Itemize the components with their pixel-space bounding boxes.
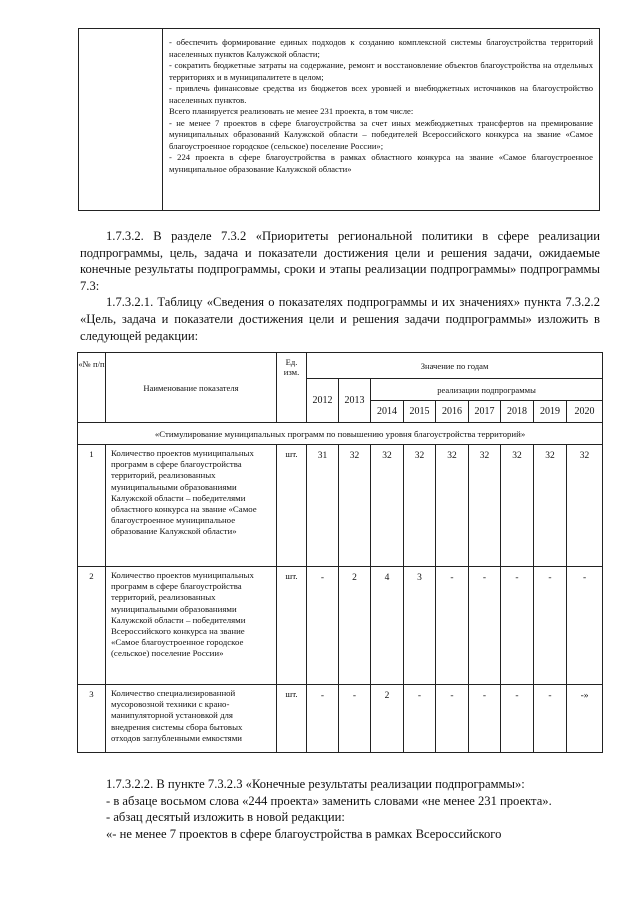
paragraph-block-2 bbox=[80, 776, 600, 842]
year-cell: 2012 bbox=[307, 379, 339, 423]
paragraph-amendment-8: - в абзаце восьмом слова «244 проекта» заменить словами «не менее 231 проекта». bbox=[106, 793, 552, 808]
header-indicator-name-label: Наименование показателя bbox=[143, 382, 239, 393]
value-cell: - bbox=[469, 685, 501, 753]
value-cell: - bbox=[339, 685, 371, 753]
year-cell: 2013 bbox=[339, 379, 371, 423]
value-cell: - bbox=[307, 685, 339, 753]
value-cell: 32 bbox=[469, 445, 501, 567]
paragraph-new-text: «- не менее 7 проектов в сфере благоустройства в рамках Всероссийского bbox=[106, 826, 502, 841]
row-number: 1 bbox=[78, 445, 106, 567]
header-values-label: Значение по годам bbox=[420, 360, 489, 371]
previous-table-text-cell bbox=[163, 29, 599, 210]
indicators-table bbox=[77, 352, 603, 753]
value-cell: -» bbox=[567, 685, 603, 753]
value-cell: 32 bbox=[436, 445, 469, 567]
goal-line: - сократить бюджетные затраты на содержание, ремонт и восстановление объектов благоустройства на отдельных территориях и в муниципалитете в целом; bbox=[169, 60, 593, 82]
value-cell: - bbox=[534, 685, 567, 753]
year-cell: 2018 bbox=[501, 401, 534, 423]
projects-line: - не менее 7 проектов в сфере благоустройства за счет иных межбюджетных трансфертов на премирование муниципальных образований Калужской области – победителей Всероссийского конкурса на звание «Самое благоустроенное городское (сельское) поселение России»; bbox=[169, 117, 593, 151]
unit-cell: шт. bbox=[277, 685, 307, 753]
value-cell: - bbox=[469, 567, 501, 685]
value-cell: 32 bbox=[501, 445, 534, 567]
projects-line: - 224 проекта в сфере благоустройства в рамках областного конкурса на звание «Самое благоустроенное муниципальное образование Калужской области» bbox=[169, 152, 593, 174]
header-indicator-name bbox=[106, 353, 277, 423]
value-cell: - bbox=[436, 685, 469, 753]
header-number-label: «№ п/п bbox=[78, 359, 105, 369]
value-cell: 32 bbox=[371, 445, 404, 567]
paragraph-1-7-3-2-1: 1.7.3.2.1. Таблицу «Сведения о показателях подпрограммы и их значениях» пункта 7.3.2.2 «Цель, задача и показатели достижения цели и решения задачи подпрограммы» изложить в следующей редакции: bbox=[80, 295, 600, 343]
year-cell: 2017 bbox=[469, 401, 501, 423]
unit-cell: шт. bbox=[277, 445, 307, 567]
previous-table-fragment bbox=[78, 28, 600, 211]
header-unit bbox=[277, 353, 307, 423]
header-implementation: реализации подпрограммы bbox=[371, 379, 603, 401]
value-cell: - bbox=[436, 567, 469, 685]
value-cell: - bbox=[404, 685, 436, 753]
value-cell: 31 bbox=[307, 445, 339, 567]
value-cell: 4 bbox=[371, 567, 404, 685]
section-title: «Стимулирование муниципальных программ по повышению уровня благоустройства территорий» bbox=[78, 423, 603, 445]
value-cell: - bbox=[567, 567, 603, 685]
unit-cell: шт. bbox=[277, 567, 307, 685]
row-number: 2 bbox=[78, 567, 106, 685]
year-cell: 2016 bbox=[436, 401, 469, 423]
value-cell: 32 bbox=[534, 445, 567, 567]
indicator-name: Количество специализированной мусоровозной техники с крано-манипуляторной установкой для внедрения системы сбора бытовых отходов заглубленными емкостями bbox=[106, 685, 277, 753]
value-cell: 3 bbox=[404, 567, 436, 685]
value-cell: - bbox=[307, 567, 339, 685]
previous-table-empty-cell bbox=[79, 29, 163, 210]
year-cell: 2019 bbox=[534, 401, 567, 423]
value-cell: 2 bbox=[371, 685, 404, 753]
year-cell: 2020 bbox=[567, 401, 603, 423]
header-values-by-year bbox=[307, 353, 603, 379]
value-cell: 32 bbox=[567, 445, 603, 567]
goal-line: - обеспечить формирование единых подходов к созданию комплексной системы благоустройства территорий населенных пунктов Калужской области; bbox=[169, 37, 593, 59]
year-cell: 2015 bbox=[404, 401, 436, 423]
value-cell: - bbox=[501, 567, 534, 685]
paragraph-1-7-3-2: 1.7.3.2. В разделе 7.3.2 «Приоритеты региональной политики в сфере реализации подпрограммы, цель, задача и показатели достижения цели и решения задачи, ожидаемые конечные результаты подпрограммы, сроки и этапы реализации подпрограммы» подпрограммы 7.3: bbox=[80, 229, 600, 293]
value-cell: 2 bbox=[339, 567, 371, 685]
indicator-name: Количество проектов муниципальных программ в сфере благоустройства территорий, реализованных муниципальными образованиями Калужской области – победителями Всероссийского конкурса на звание «Самое благоустроенное городское (сельское) поселение России» bbox=[106, 567, 277, 685]
row-number: 3 bbox=[78, 685, 106, 753]
header-unit-label: Ед. изм. bbox=[283, 357, 300, 377]
value-cell: - bbox=[534, 567, 567, 685]
value-cell: - bbox=[501, 685, 534, 753]
paragraph-block-1 bbox=[80, 228, 600, 344]
paragraph-amendment-10: - абзац десятый изложить в новой редакции: bbox=[106, 810, 345, 825]
paragraph-1-7-3-2-2: 1.7.3.2.2. В пункте 7.3.2.3 «Конечные результаты реализации подпрограммы»: bbox=[106, 777, 525, 791]
year-cell: 2014 bbox=[371, 401, 404, 423]
total-projects-line: Всего планируется реализовать не менее 231 проекта, в том числе: bbox=[169, 106, 414, 116]
value-cell: 32 bbox=[404, 445, 436, 567]
header-number bbox=[78, 353, 106, 423]
goal-line: - привлечь финансовые средства из бюджетов всех уровней и внебюджетных источников на благоустройство населенных пунктов. bbox=[169, 83, 593, 105]
indicator-name: Количество проектов муниципальных программ в сфере благоустройства территорий, реализованных муниципальными образованиями Калужской области – победителями областного конкурса на звание «Самое благоустроенное муниципальное образование Калужской области» bbox=[106, 445, 277, 567]
value-cell: 32 bbox=[339, 445, 371, 567]
